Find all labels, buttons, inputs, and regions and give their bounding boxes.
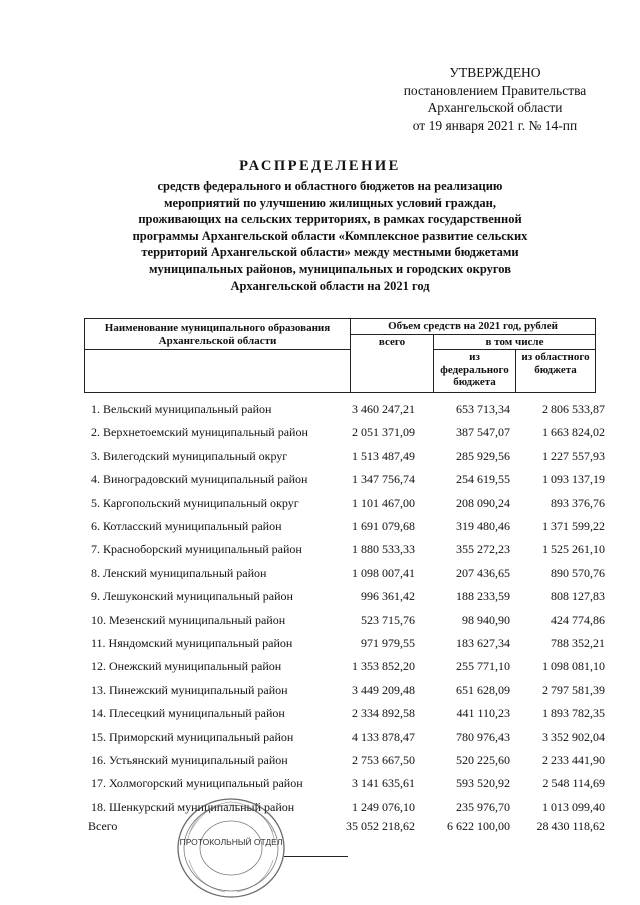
row-total: 1 880 533,33 (352, 542, 415, 557)
row-total: 2 753 667,50 (352, 753, 415, 767)
total-row (0, 819, 640, 837)
row-regional: 893 376,76 (551, 495, 605, 510)
row-total: 2 334 892,58 (352, 706, 415, 721)
table-row (0, 706, 640, 724)
row-regional: 1 013 099,40 (542, 799, 605, 814)
document-title: РАСПРЕДЕЛЕНИЕ (239, 158, 401, 174)
subtitle-line: проживающих на сельских территориях, в рамках государственной (138, 212, 522, 227)
row-total: 1 249 076,10 (352, 799, 415, 814)
total-sum: 35 052 218,62 (346, 819, 415, 833)
row-regional: 424 774,86 (551, 612, 605, 627)
row-total: 523 715,76 (361, 612, 415, 627)
row-regional: 890 570,76 (551, 565, 605, 580)
row-federal: 651 628,09 (456, 682, 510, 697)
row-total: 971 979,55 (361, 636, 415, 650)
subtitle-line: Архангельской области на 2021 год (230, 278, 430, 293)
row-federal: 387 547,07 (456, 425, 510, 440)
row-total: 1 347 756,74 (352, 472, 415, 487)
subtitle-line: программы Архангельской области «Комплексное развитие сельских (132, 228, 528, 243)
row-regional: 1 227 557,93 (542, 448, 605, 463)
total-regional: 28 430 118,62 (536, 819, 605, 833)
row-name: 1. Вельский муниципальный район (91, 402, 272, 416)
row-total: 2 051 371,09 (352, 425, 415, 440)
row-total: 3 141 635,61 (352, 776, 415, 791)
approval-block (380, 64, 610, 134)
row-name: 5. Каргопольский муниципальный округ (91, 495, 299, 510)
total-federal: 6 622 100,00 (447, 819, 510, 833)
row-name: 10. Мезенский муниципальный район (91, 612, 286, 627)
document-subtitle (100, 178, 560, 294)
table-row (0, 659, 640, 677)
row-federal: 98 940,90 (462, 612, 510, 627)
table-row (0, 449, 640, 467)
table-row (0, 730, 640, 748)
row-name: 7. Красноборский муниципальный район (91, 542, 302, 557)
row-regional: 1 098 081,10 (542, 659, 605, 674)
header-name: Наименование муниципального образования Архангельской области (85, 319, 351, 350)
row-total: 996 361,42 (361, 589, 415, 604)
protocol-stamp (175, 796, 287, 900)
row-name: 6. Котласский муниципальный район (91, 519, 282, 533)
table-row (0, 425, 640, 443)
table-row (0, 496, 640, 514)
row-regional: 1 093 137,19 (542, 472, 605, 487)
subtitle-line: муниципальных районов, муниципальных и городских округов (149, 261, 511, 276)
row-federal: 188 233,59 (456, 589, 510, 604)
row-regional: 2 233 441,90 (542, 753, 605, 767)
row-regional: 1 371 599,22 (542, 519, 605, 533)
row-federal: 780 976,43 (456, 729, 510, 744)
approval-line-2: Архангельской области (427, 100, 563, 115)
table-row (0, 472, 640, 490)
row-total: 1 353 852,20 (352, 659, 415, 674)
table-row (0, 776, 640, 794)
header-federal: из федерального бюджета (434, 350, 516, 393)
row-federal: 207 436,65 (456, 565, 510, 580)
row-total: 1 098 007,41 (352, 565, 415, 580)
approval-line-3: от 19 января 2021 г. № 14-пп (412, 117, 578, 133)
row-name: 15. Приморский муниципальный район (91, 729, 294, 744)
row-name: 14. Плесецкий муниципальный район (91, 706, 285, 721)
row-regional: 1 663 824,02 (542, 425, 605, 440)
header-volume: Объем средств на 2021 год, рублей (351, 319, 596, 335)
row-federal: 355 272,23 (456, 542, 510, 557)
row-regional: 788 352,21 (551, 636, 605, 650)
header-total: всего (351, 334, 434, 393)
row-federal: 319 480,46 (456, 519, 510, 533)
row-total: 3 460 247,21 (352, 402, 415, 416)
row-total: 1 513 487,49 (352, 448, 415, 463)
row-name: 9. Лешуконский муниципальный район (91, 589, 293, 604)
subtitle-line: мероприятий по улучшению жилищных условий граждан, (164, 195, 496, 210)
row-name: 13. Пинежский муниципальный район (91, 682, 288, 697)
header-blank (85, 350, 351, 393)
row-name: 17. Холмогорский муниципальный район (91, 776, 303, 791)
approval-title: УТВЕРЖДЕНО (449, 65, 541, 80)
row-federal: 208 090,24 (456, 495, 510, 510)
header-regional: из областного бюджета (516, 350, 596, 393)
subtitle-line: средств федерального и областного бюджетов на реализацию (157, 179, 503, 193)
row-name: 12. Онежский муниципальный район (91, 659, 282, 674)
row-regional: 2 797 581,39 (542, 682, 605, 697)
row-name: 4. Виноградовский муниципальный район (91, 472, 308, 487)
row-name: 2. Верхнетоемский муниципальный район (91, 425, 308, 440)
row-name: 8. Ленский муниципальный район (91, 565, 267, 580)
row-regional: 808 127,83 (551, 589, 605, 604)
row-regional: 1 525 261,10 (542, 542, 605, 557)
row-federal: 441 110,23 (456, 706, 510, 721)
row-total: 4 133 878,47 (352, 729, 415, 744)
row-regional: 3 352 902,04 (542, 729, 605, 744)
row-federal: 183 627,34 (456, 636, 510, 650)
table-row (0, 566, 640, 584)
approval-line-1: постановлением Правительства (403, 82, 587, 98)
row-federal: 285 929,56 (456, 448, 510, 463)
table-row (0, 753, 640, 771)
row-total: 1 691 079,68 (352, 519, 415, 533)
row-name: 16. Устьянский муниципальный район (91, 753, 288, 767)
row-federal: 255 771,10 (456, 659, 510, 674)
row-name: 18. Шенкурский муниципальный район (91, 799, 295, 814)
stamp-text: ПРОТОКОЛЬНЫЙ ОТДЕЛ (179, 837, 283, 847)
row-total: 3 449 209,48 (352, 682, 415, 697)
row-regional: 2 806 533,87 (542, 402, 605, 416)
table-header (84, 318, 596, 393)
total-label: Всего (88, 819, 118, 833)
subtitle-line: территорий Архангельской области» между местными бюджетами (141, 245, 519, 260)
row-federal: 520 225,60 (456, 753, 510, 767)
table-row (0, 519, 640, 537)
table-row (0, 542, 640, 560)
row-regional: 2 548 114,69 (542, 776, 605, 791)
table-row (0, 800, 640, 818)
table-row (0, 683, 640, 701)
table-row (0, 613, 640, 631)
row-federal: 235 976,70 (456, 799, 510, 814)
row-name: 3. Вилегодский муниципальный округ (91, 448, 288, 463)
signature-line (284, 856, 348, 857)
table-row (0, 402, 640, 420)
row-federal: 593 520,92 (456, 776, 510, 791)
row-regional: 1 893 782,35 (542, 706, 605, 721)
row-total: 1 101 467,00 (352, 495, 415, 510)
row-federal: 653 713,34 (456, 402, 510, 416)
row-name: 11. Няндомский муниципальный район (91, 636, 293, 650)
table-row (0, 636, 640, 654)
table-row (0, 589, 640, 607)
row-federal: 254 619,55 (456, 472, 510, 487)
header-including: в том числе (434, 334, 596, 350)
